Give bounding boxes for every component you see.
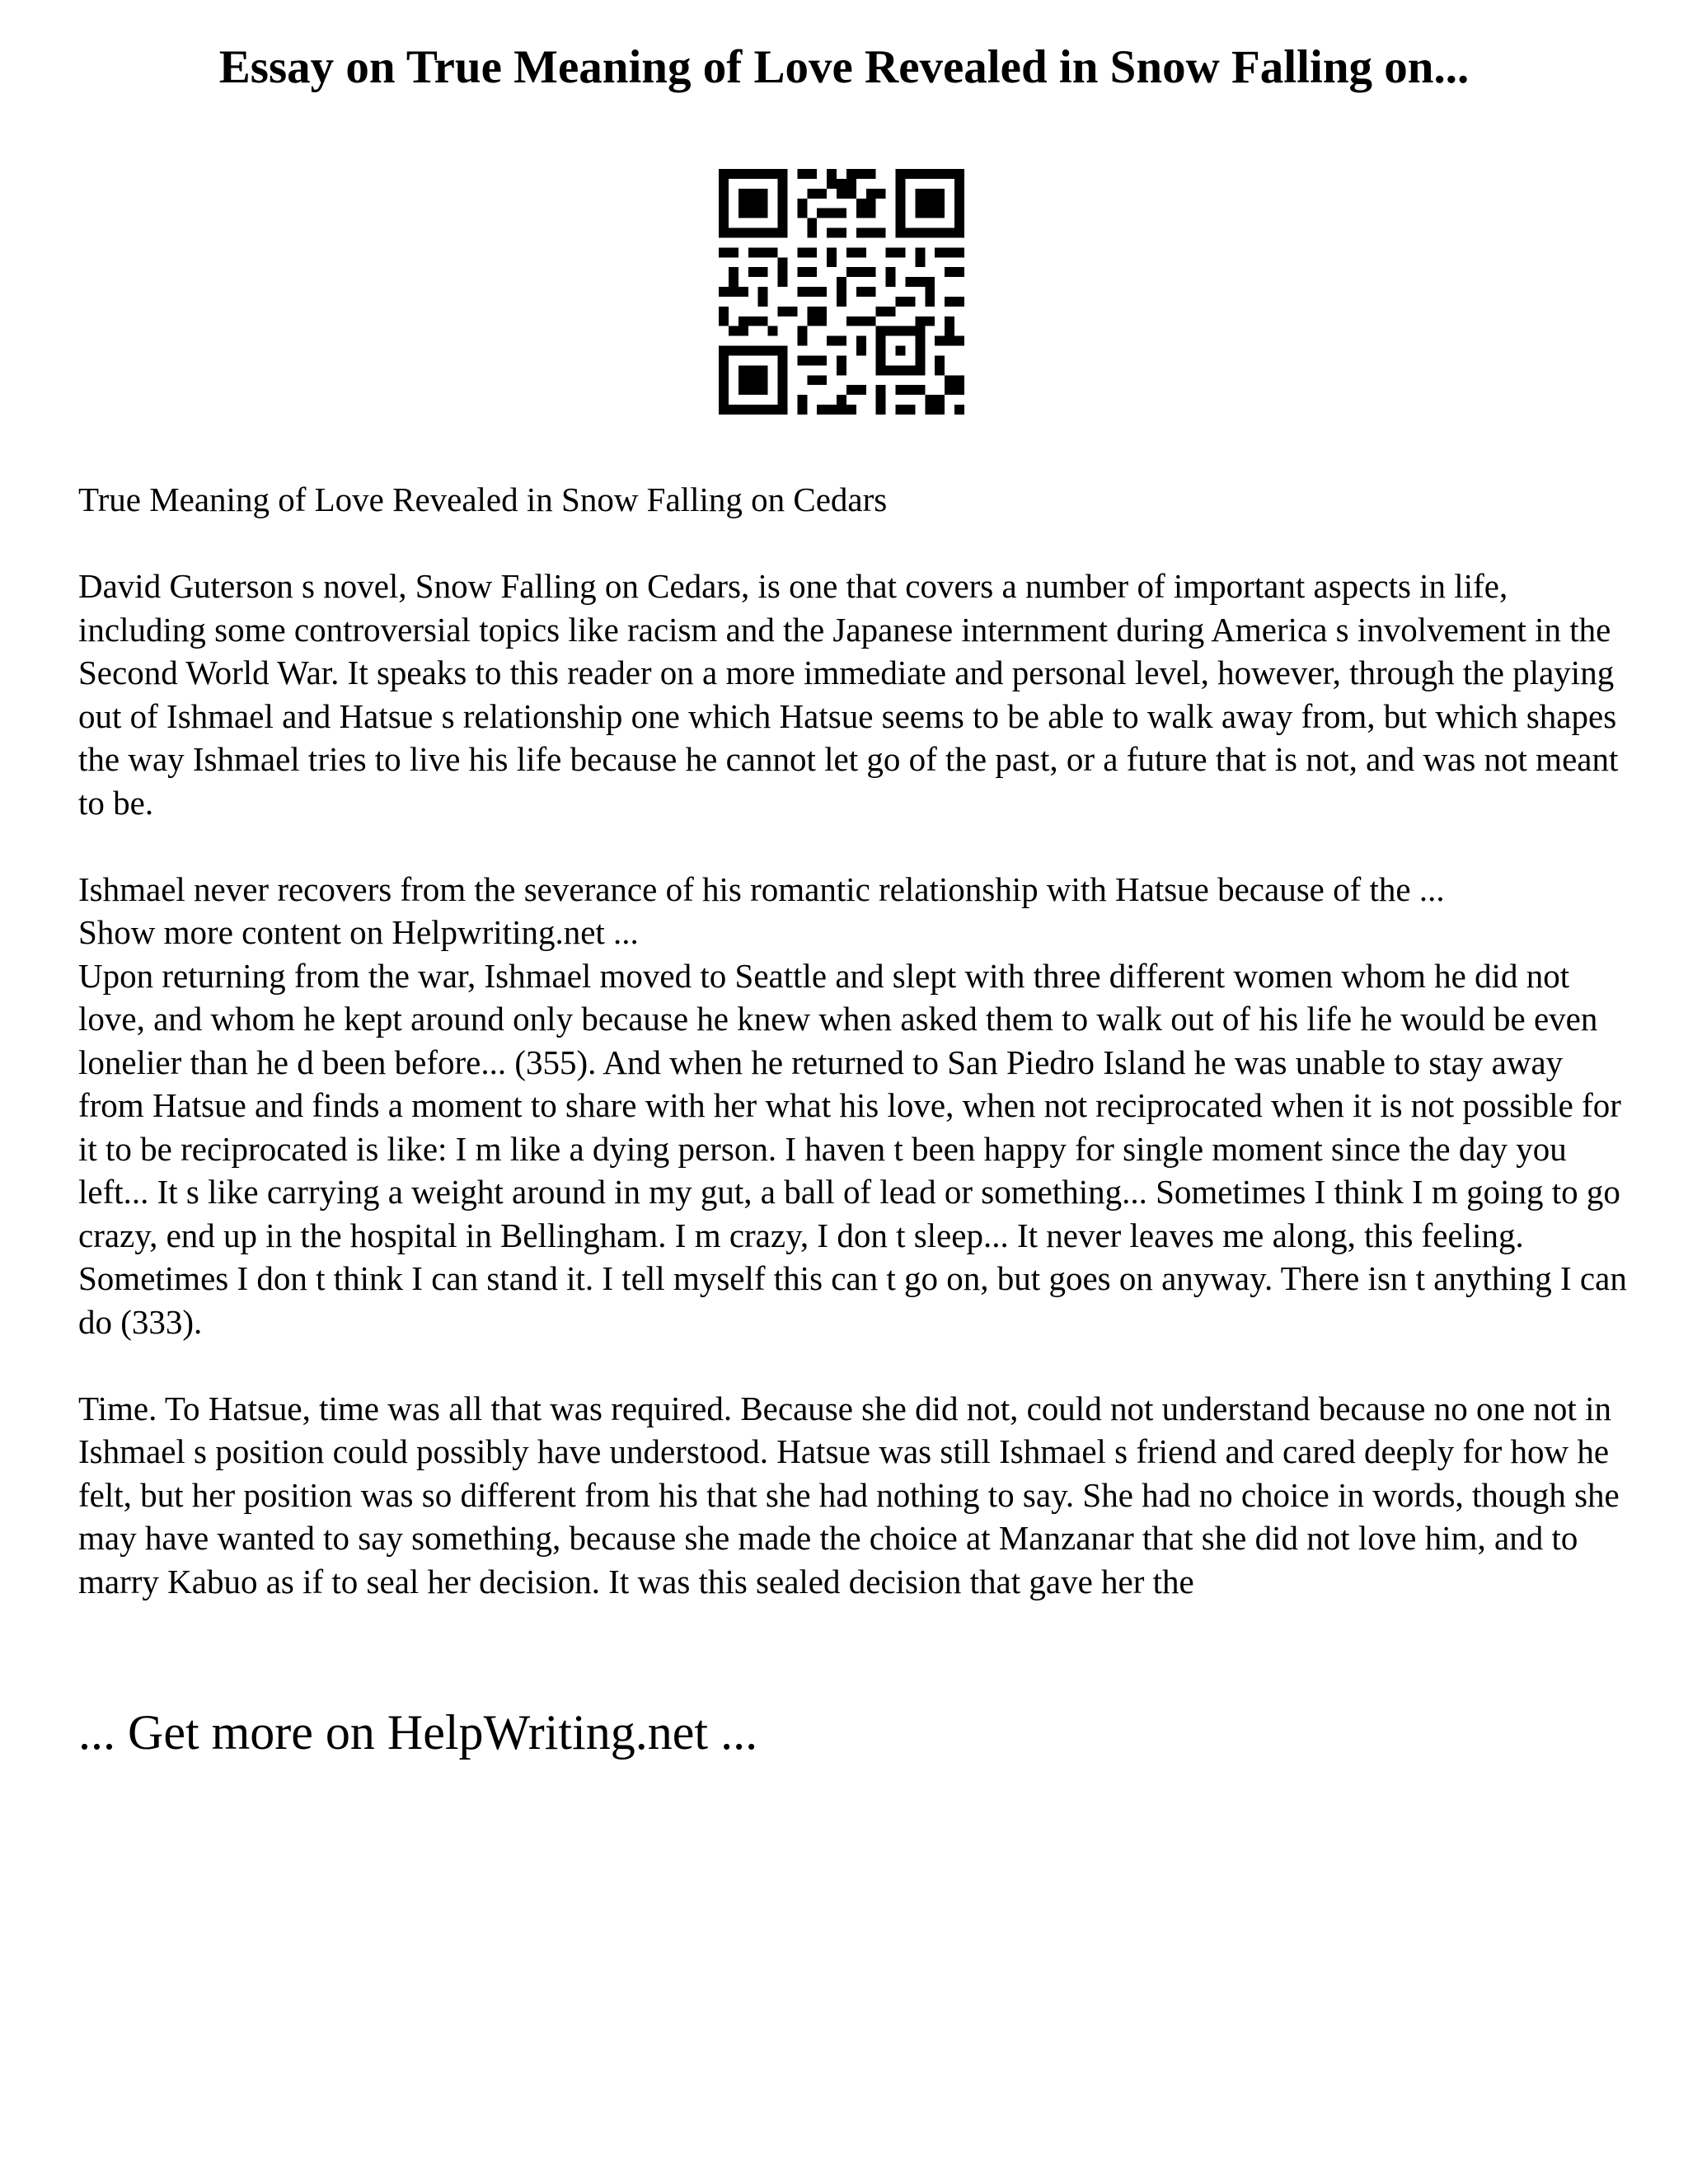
essay-body — [78, 478, 1628, 1603]
document-title: Essay on True Meaning of Love Revealed in Snow Falling on... — [218, 41, 1470, 93]
paragraph: Time. To Hatsue, time was all that was required. Because she did not, could not understand because no one not in Ishmael s position could possibly have understood. Hatsue was still Ishmael s friend and cared deeply for how he felt, but her position was so different from his that she had nothing to say. She had no choice in words, though she may have wanted to say something, because she made the choice at Manzanar that she did not love him, and to marry Kabuo as if to seal her decision. It was this sealed decision that gave her the — [78, 1389, 1620, 1601]
qr-code-icon — [719, 169, 964, 415]
paragraph: Ishmael never recovers from the severance of his romantic relationship with Hatsue because of the ... — [78, 869, 1445, 908]
show-more-link[interactable]: Show more content on Helpwriting.net ... — [78, 913, 639, 951]
paragraph: Upon returning from the war, Ishmael moved to Seattle and slept with three different women whom he did not love, and whom he kept around only because he knew when asked them to walk out of his life he would be even lonelier than he d been before... (355). And when he returned to San Piedro Island he was unable to stay away from Hatsue and finds a moment to share with her what his love, when not reciprocated when it is not possible for it to be reciprocated is like: I m like a dying person. I haven t been happy for single moment since the day you left... It s like carrying a weight around in my gut, a ball of lead or something... Sometimes I think I m going to go crazy, end up in the hospital in Bellingham. I m crazy, I don t sleep... It never leaves me along, this feeling. Sometimes I don t think I can stand it. I tell myself this can t go on, but goes on anyway. There isn t anything I can do (333). — [78, 956, 1627, 1341]
get-more-link[interactable]: ... Get more on HelpWriting.net ... — [78, 1705, 758, 1760]
paragraph: David Guterson s novel, Snow Falling on Cedars, is one that covers a number of important aspects in life, including some controversial topics like racism and the Japanese internment during America s involvement in the Second World War. It speaks to this reader on a more immediate and personal level, however, through the playing out of Ishmael and Hatsue s relationship one which Hatsue seems to be able to walk away from, but which shapes the way Ishmael tries to live his life because he cannot let go of the past, or a future that is not, and was not meant to be. — [78, 567, 1619, 822]
essay-subtitle: True Meaning of Love Revealed in Snow Falling on Cedars — [78, 480, 888, 518]
